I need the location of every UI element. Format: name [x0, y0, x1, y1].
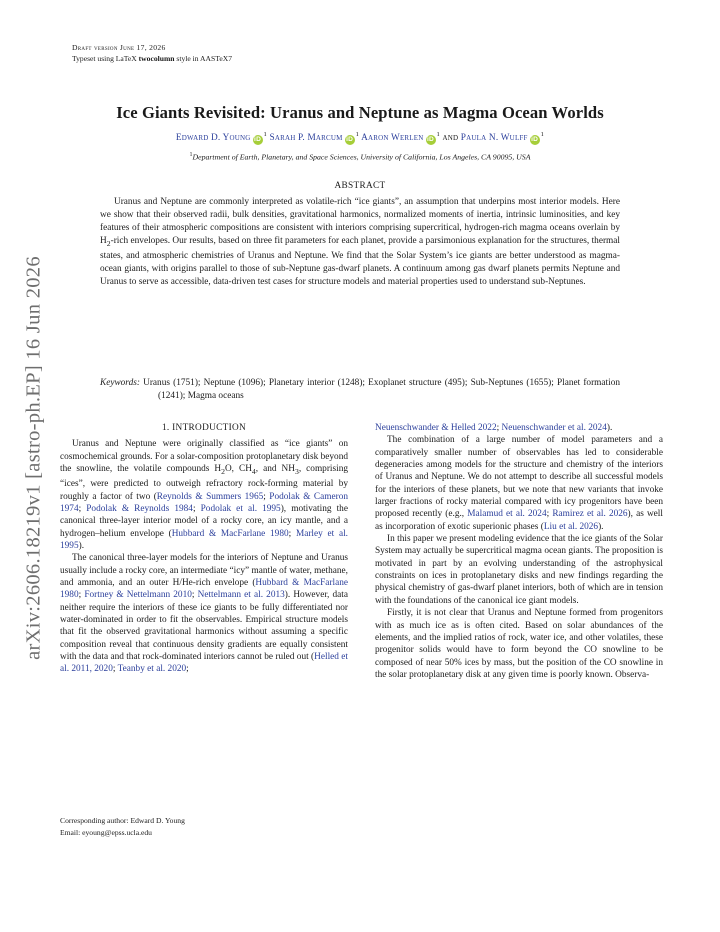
citation-link[interactable]: Marley et al. 1995 — [60, 528, 348, 551]
author-affiliation-mark: 1 — [355, 131, 360, 138]
footnote — [60, 815, 348, 838]
citation-link[interactable]: Podolak et al. 1995 — [200, 503, 281, 514]
author-affiliation-mark: 1 — [540, 131, 545, 138]
citation-link[interactable]: Fortney & Nettelmann 2010 — [84, 590, 192, 601]
section-heading: 1. INTRODUCTION — [161, 423, 247, 433]
typeset-note: Typeset using LaTeX twocolumn style in AASTeX7 — [72, 53, 232, 63]
orcid-icon[interactable]: iD — [427, 136, 434, 144]
citation-link[interactable]: Podolak & Reynolds 1984 — [86, 503, 193, 514]
draft-version-label: Draft version June 17, 2026 — [72, 43, 166, 52]
citation-link[interactable]: Podolak & Cameron 1974 — [60, 491, 348, 514]
keywords — [100, 377, 620, 403]
right-column — [375, 422, 663, 681]
paragraph: Firstly, it is not clear that Uranus and Neptune formed from progenitors with as much ice as is often cited. Based on solar abundances of the elements, and the implied ratios of rock, water ice, and other volatiles, these progenitor solids would have to form beyond the CO snowline to be composed of near 50% ices by mass, but the position of the CO snowline in the solar protoplanetary disk at any given time is poorly known. Observa- — [375, 608, 663, 680]
author-email[interactable]: Email: eyoung@epss.ucla.edu — [60, 827, 152, 837]
paragraph-continuation: Neuenschwander & Helled 2022; Neuenschwander et al. 2024). — [375, 423, 613, 433]
arxiv-stamp-text: arXiv:2606.18219v1 [astro-ph.EP] 16 Jun 2026 — [22, 256, 45, 660]
citation-link[interactable]: Teanby et al. 2020 — [117, 664, 187, 675]
paper-title: Ice Giants Revisited: Uranus and Neptune as Magma Ocean Worlds — [116, 103, 604, 122]
citation-link[interactable]: Nettelmann et al. 2013 — [197, 590, 285, 601]
author-name[interactable]: Aaron Werlen — [361, 133, 424, 144]
citation-link[interactable]: Helled et al. 2011, 2020 — [60, 652, 348, 675]
keywords-text: Uranus (1751); Neptune (1096); Planetary interior (1248); Exoplanet structure (495); Sub-Neptunes (1655); Planet formation (1241); Magma oceans — [143, 378, 620, 401]
authors-and: and — [442, 133, 459, 144]
paragraph: In this paper we present modeling evidence that the ice giants of the Solar System may actually be supercritical magma ocean giants. The proposition is motivated in part by an evolving understanding of the astrophysical constraints on ices in protoplanetary disks and new findings regarding the physical chemistry of gas-dwarf planet interiors, both of which are in tension with the foundations of the canonical ice giant models. — [375, 534, 663, 606]
citation-link[interactable]: Hubbard & MacFarlane 1980 — [171, 528, 289, 539]
author-name[interactable]: Sarah P. Marcum — [269, 133, 343, 144]
paragraph: Uranus and Neptune were originally classified as “ice giants” on cosmochemical grounds. For a solar-composition protoplanetary disk beyond the snowline, the volatile compounds $H_2O$, $CH_4$, and $NH_3$, comprising “ices”, were predicted to outweigh refractory rock-forming material by roughly a factor of two (Reynolds & Summers 1965; Podolak & Cameron 1974; Podolak & Reynolds 1984; Podolak et al. 1995), motivating the canonical three-layer interior model of a rocky core, an icy mantle, and a hydrogen–helium envelope (Hubbard & MacFarlane 1980; Marley et al. 1995). — [60, 439, 348, 551]
author-list — [60, 131, 660, 145]
paragraph: The combination of a large number of model parameters and a comparatively smaller number of observables has led to considerable degeneracies among models for the structure and chemistry of the interiors of Uranus and Neptune. We do not attempt to describe all successful models for the interiors of these planets, but we note that new variants that invoke larger fractions of rocky material compared with icy progenitors have been proposed recently (e.g., Malamud et al. 2024; Ramirez et al. 2026), as well as incorporation of exotic superionic phases (Liu et al. 2026). — [375, 435, 663, 532]
abstract-body: Uranus and Neptune are commonly interpreted as volatile-rich “ice giants”, an assumption that underpins most interior models. Here we show that their observed radii, bulk densities, gravitational harmonics, normalized moments of inertia, intrinsic luminosities, and key features of their atmospheric compositions are consistent with interiors comprising supercritical, hydrogen-rich magma oceans overlain by $H_2$-rich envelopes. Our results, based on three fit parameters for each planet, provide a parsimonious explanation for the structures, thermal states, and atmospheric chemistries of Uranus and Neptune. We find that the Solar System’s ice giants are better understood as magma-ocean giants, with origins parallel to those of sub-Neptune gas-dwarf planets. A continuum among gas dwarf planets permits Neptune and Uranus to serve as accessible, data-driven test cases for structure models and material properties used to understand sub-Neptunes. — [100, 197, 620, 288]
citation-link[interactable]: Ramirez et al. 2026 — [552, 509, 628, 520]
left-column — [60, 422, 348, 676]
citation-link[interactable]: Neuenschwander & Helled 2022 — [375, 423, 497, 433]
orcid-icon[interactable]: iD — [254, 136, 262, 144]
corresponding-author: Corresponding author: Edward D. Young — [60, 816, 185, 825]
citation-link[interactable]: Liu et al. 2026 — [543, 521, 599, 532]
author-name[interactable]: Edward D. Young — [175, 133, 251, 144]
citation-link[interactable]: Reynolds & Summers 1965 — [156, 491, 264, 502]
affiliation: $^1$Department of Earth, Planetary, and Space Sciences, University of California, Los Angeles, CA 90095, USA — [189, 152, 531, 162]
orcid-icon[interactable]: iD — [531, 136, 539, 144]
citation-link[interactable]: Hubbard & MacFarlane 1980 — [60, 577, 348, 601]
author-affiliation-mark: 1 — [436, 131, 440, 138]
paragraph: The canonical three-layer models for the interiors of Neptune and Uranus usually include a rocky core, an intermediate “icy” mantle of water, methane, and ammonia, and an outer H/He-rich envelope (Hubbard & MacFarlane 1980; Fortney & Nettelmann 2010; Nettelmann et al. 2013). However, data neither require the interiors of these ice giants to be fully differentiated nor water-dominated in order to fit the observables. Empirical structure models that fit the observed gravitational harmonics without assuming a specific composition reveal that continuous density gradients are equally consistent with the data and that rock-dominated interiors cannot be ruled out (Helled et al. 2011, 2020; Teanby et al. 2020; — [60, 553, 348, 675]
arxiv-stamp — [4, 238, 64, 678]
keywords-label: Keywords: — [100, 378, 140, 388]
citation-link[interactable]: Malamud et al. 2024 — [467, 509, 547, 520]
orcid-icon[interactable]: iD — [346, 136, 354, 144]
author-name[interactable]: Paula N. Wulff — [460, 133, 528, 144]
author-affiliation-mark: 1 — [263, 131, 267, 138]
draft-header — [72, 43, 232, 64]
latex-logo: LaTeX — [115, 53, 137, 63]
abstract-heading: ABSTRACT — [334, 181, 386, 191]
citation-link[interactable]: Neuenschwander et al. 2024 — [501, 423, 607, 433]
